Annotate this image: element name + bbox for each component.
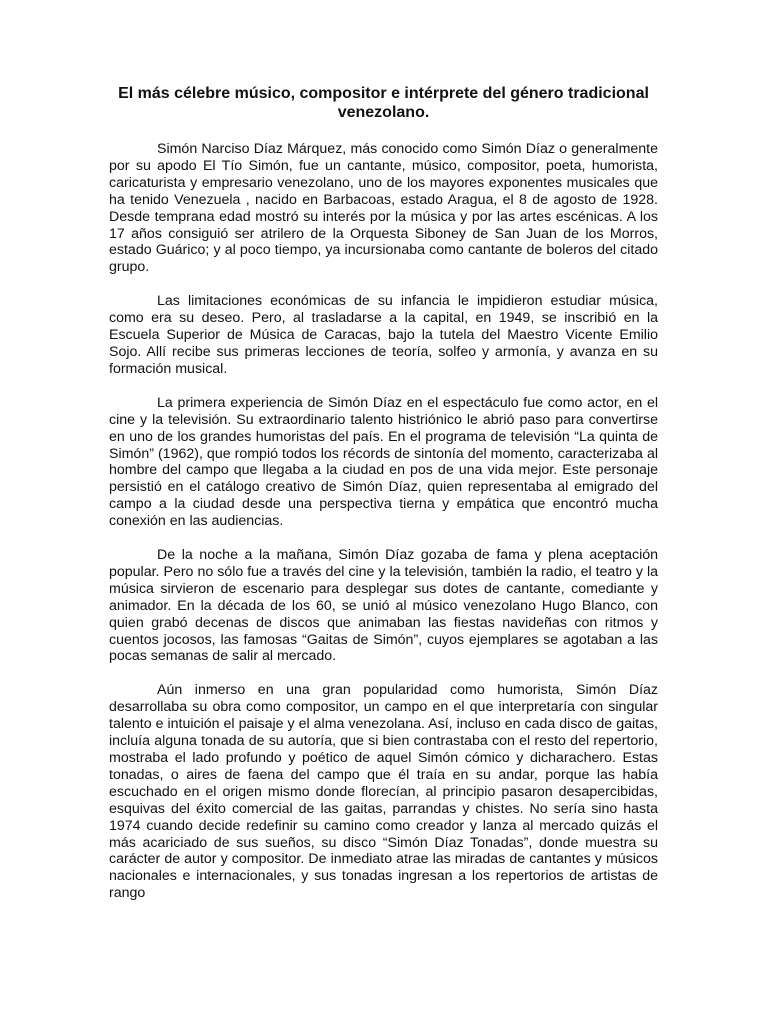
paragraph-4: De la noche a la mañana, Simón Díaz gozaba de fama y plena aceptación popular. Pero no sólo fue a través del cine y la televisión, también la radio, el teatro y la música sirvieron de escenario para desplegar sus dotes de cantante, comediante y animador. En la década de los 60, se unió al músico venezolano Hugo Blanco, con quien grabó decenas de discos que animaban las fiestas navideñas con ritmos y cuentos jocosos, las famosas “Gaitas de Simón”, cuyos ejemplares se agotaban a las pocas semanas de salir al mercado. bbox=[109, 547, 658, 665]
document-title: El más célebre músico, compositor e intérprete del género tradicional venezolano. bbox=[118, 85, 649, 121]
paragraph-2: Las limitaciones económicas de su infancia le impidieron estudiar música, como era su deseo. Pero, al trasladarse a la capital, en 1949, se inscribió en la Escuela Superior de Música de Caracas, bajo la tutela del Maestro Vicente Emilio Sojo. Allí recibe sus primeras lecciones de teoría, solfeo y armonía, y avanza en su formación musical. bbox=[109, 293, 658, 377]
document-page bbox=[109, 84, 658, 902]
paragraph-1: Simón Narciso Díaz Márquez, más conocido como Simón Díaz o generalmente por su apodo El Tío Simón, fue un cantante, músico, compositor, poeta, humorista, caricaturista y empresario venezolano, uno de los mayores exponentes musicales que ha tenido Venezuela , nacido en Barbacoas, estado Aragua, el 8 de agosto de 1928. Desde temprana edad mostró su interés por la música y por las artes escénicas. A los 17 años consiguió ser atrilero de la Orquesta Siboney de San Juan de los Morros, estado Guárico; y al poco tiempo, ya incursionaba como cantante de boleros del citado grupo. bbox=[109, 141, 658, 276]
paragraph-5: Aún inmerso en una gran popularidad como humorista, Simón Díaz desarrollaba su obra como compositor, un campo en el que interpretaría con singular talento e intuición el paisaje y el alma venezolana. Así, incluso en cada disco de gaitas, incluía alguna tonada de su autoría, que si bien contrastaba con el resto del repertorio, mostraba el lado profundo y poético de aquel Simón cómico y dicharachero. Estas tonadas, o aires de faena del campo que él traía en su andar, porque las había escuchado en el origen mismo donde florecían, al principio pasaron desapercibidas, esquivas del éxito comercial de las gaitas, parrandas y chistes. No sería sino hasta 1974 cuando decide redefinir su camino como creador y lanza al mercado quizás el más acariciado de sus sueños, su disco “Simón Díaz Tonadas”, donde muestra su carácter de autor y compositor. De inmediato atrae las miradas de cantantes y músicos nacionales e internacionales, y sus tonadas ingresan a los repertorios de artistas de rango bbox=[109, 682, 658, 902]
paragraph-3: La primera experiencia de Simón Díaz en el espectáculo fue como actor, en el cine y la televisión. Su extraordinario talento histriónico le abrió paso para convertirse en uno de los grandes humoristas del país. En el programa de televisión “La quinta de Simón” (1962), que rompió todos los récords de sintonía del momento, caracterizaba al hombre del campo que llegaba a la ciudad en pos de una vida mejor. Este personaje persistió en el catálogo creativo de Simón Díaz, quien representaba al emigrado del campo a la ciudad desde una perspectiva tierna y empática que encontró mucha conexión en las audiencias. bbox=[109, 394, 658, 530]
